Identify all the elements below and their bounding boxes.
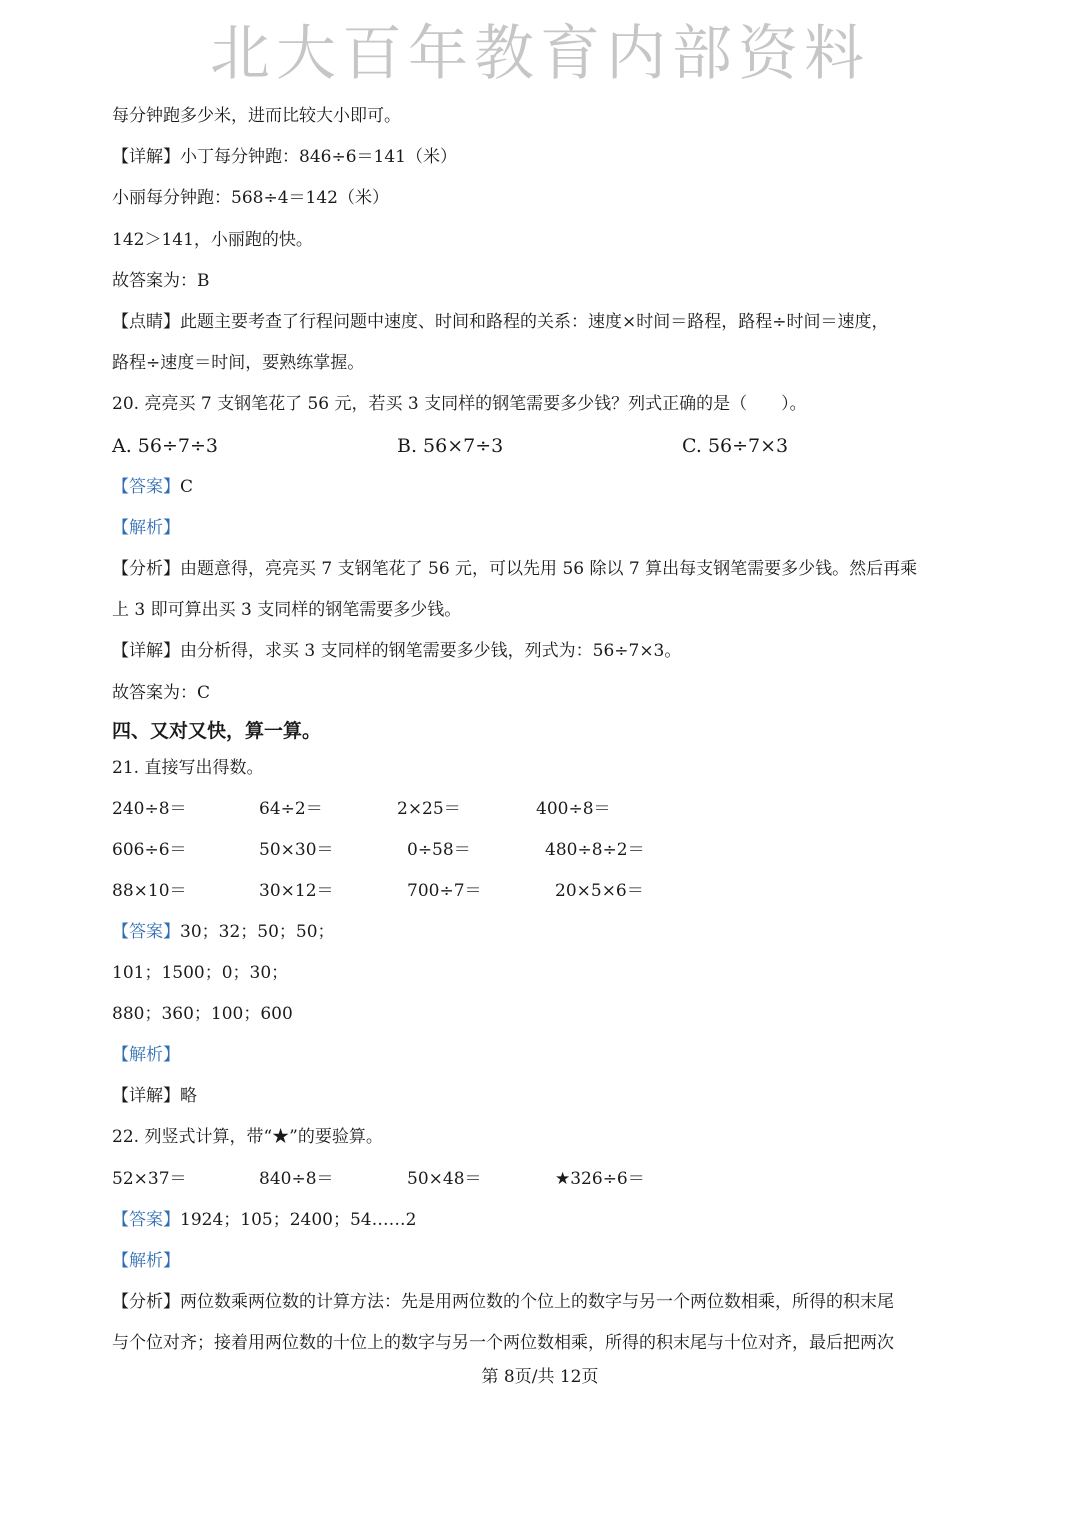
text-line: 【分析】由题意得，亮亮买 7 支钢笔花了 56 元，可以先用 56 除以 7 算出每支钢笔需要多少钱。然后再乘: [112, 559, 918, 579]
text-line: 【详解】小丁每分钟跑：846÷6＝141（米）: [112, 147, 457, 167]
watermark: 北大百年教育内部资料: [210, 19, 870, 89]
answer-tag: 【答案】: [112, 1210, 180, 1230]
answer-value: 30；32；50；50；: [180, 922, 335, 942]
calc-item: 50×48＝: [407, 1169, 482, 1189]
text-line: 小丽每分钟跑：568÷4＝142（米）: [112, 188, 389, 208]
calc-item: 240÷8＝: [112, 799, 187, 819]
question-22: 22. 列竖式计算，带“★”的要验算。: [112, 1127, 383, 1147]
analysis-tag: 【解析】: [112, 1045, 180, 1065]
question-20: 20. 亮亮买 7 支钢笔花了 56 元，若买 3 支同样的钢笔需要多少钱？列式正确的是（ ）。: [112, 394, 807, 414]
calc-item: 700÷7＝: [407, 881, 482, 901]
option-b: B. 56×7÷3: [397, 435, 504, 457]
calc-item: 400÷8＝: [536, 799, 611, 819]
text-line: 【详解】由分析得，求买 3 支同样的钢笔需要多少钱，列式为：56÷7×3。: [112, 641, 682, 661]
text-line: 与个位对齐；接着用两位数的十位上的数字与另一个两位数相乘，所得的积末尾与十位对齐，最后把两次: [112, 1333, 894, 1353]
page-footer: 第 8页/共 12页: [481, 1367, 599, 1387]
text-line: 上 3 即可算出买 3 支同样的钢笔需要多少钱。: [112, 600, 462, 620]
text-line: 故答案为：B: [112, 271, 210, 291]
text-line: 【详解】略: [112, 1086, 197, 1106]
text-line: 880；360；100；600: [112, 1004, 293, 1024]
calc-item: 88×10＝: [112, 881, 187, 901]
answer-value: 1924；105；2400；54……2: [180, 1210, 417, 1230]
answer-tag: 【答案】: [112, 477, 180, 497]
calc-item: ★326÷6＝: [555, 1169, 645, 1189]
answer-value: C: [180, 477, 194, 497]
text-line: 每分钟跑多少米，进而比较大小即可。: [112, 106, 401, 126]
calc-item: 840÷8＝: [259, 1169, 334, 1189]
answer-line: [112, 920, 335, 944]
analysis-tag: 【解析】: [112, 518, 180, 538]
calc-item: 20×5×6＝: [555, 881, 644, 901]
calc-item: 30×12＝: [259, 881, 334, 901]
text-line: 路程÷速度＝时间，要熟练掌握。: [112, 353, 365, 373]
text-line: 101；1500；0；30；: [112, 963, 289, 983]
answer-line: [112, 475, 193, 499]
answer-line: [112, 1208, 416, 1232]
calc-item: 0÷58＝: [407, 840, 471, 860]
calc-item: 606÷6＝: [112, 840, 187, 860]
option-a: A. 56÷7÷3: [112, 435, 218, 457]
text-line: 142＞141，小丽跑的快。: [112, 230, 313, 250]
calc-item: 480÷8÷2＝: [545, 840, 645, 860]
analysis-tag: 【解析】: [112, 1251, 180, 1271]
text-line: 【分析】两位数乘两位数的计算方法：先是用两位数的个位上的数字与另一个两位数相乘，所得的积末尾: [112, 1292, 894, 1312]
text-line: 故答案为：C: [112, 683, 211, 703]
answer-tag: 【答案】: [112, 922, 180, 942]
calc-item: 64÷2＝: [259, 799, 323, 819]
option-c: C. 56÷7×3: [682, 435, 789, 457]
calc-item: 50×30＝: [259, 840, 334, 860]
question-21: 21. 直接写出得数。: [112, 758, 264, 778]
text-line: 【点睛】此题主要考查了行程问题中速度、时间和路程的关系：速度×时间＝路程，路程÷时间＝速度，: [112, 312, 889, 332]
calc-item: 52×37＝: [112, 1169, 187, 1189]
calc-item: 2×25＝: [397, 799, 461, 819]
section-heading: 四、又对又快，算一算。: [112, 720, 322, 742]
